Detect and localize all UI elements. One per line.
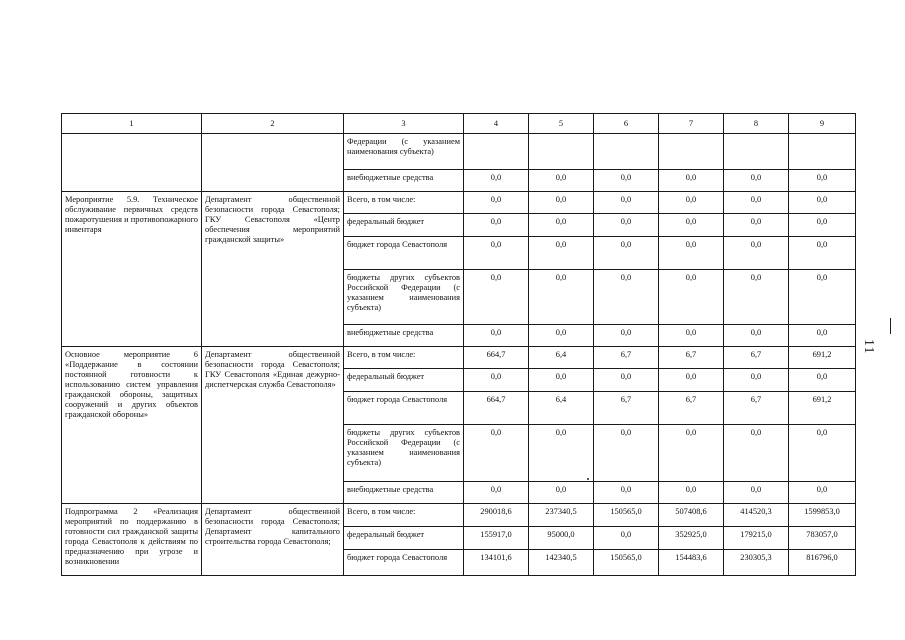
funding-source-cell: бюджеты других субъектов Российской Федерации (с указанием наименования субъекта): [344, 425, 464, 482]
value-cell-col7: 0,0: [659, 425, 724, 482]
executor-cell: Департамент общественной безопасности города Севастополя; ГКУ Севастополя «Единая дежурно-диспетчерская служба Севастополя»: [202, 347, 344, 504]
value-cell-col8: 0,0: [724, 192, 789, 214]
col-number-9: 9: [789, 114, 856, 134]
value-cell-col7: 6,7: [659, 392, 724, 425]
value-cell-col6: 0,0: [594, 270, 659, 325]
table-body: [62, 114, 856, 576]
funding-source-cell: Всего, в том числе:: [344, 504, 464, 527]
value-cell-col4: 0,0: [464, 482, 529, 504]
col-number-3: 3: [344, 114, 464, 134]
value-cell-col6: 150565,0: [594, 550, 659, 576]
value-cell-col6: [594, 134, 659, 170]
value-cell-col4: 0,0: [464, 425, 529, 482]
funding-source-cell: бюджет города Севастополя: [344, 237, 464, 270]
value-cell-col8: 0,0: [724, 270, 789, 325]
table-row: [62, 134, 856, 170]
value-cell-col7: 507408,6: [659, 504, 724, 527]
value-cell-col9: 0,0: [789, 170, 856, 192]
value-cell-col4: 290018,6: [464, 504, 529, 527]
value-cell-col6: 0,0: [594, 369, 659, 392]
value-cell-col4: 664,7: [464, 347, 529, 369]
value-cell-col5: 0,0: [529, 325, 594, 347]
value-cell-col9: 816796,0: [789, 550, 856, 576]
value-cell-col7: 0,0: [659, 325, 724, 347]
value-cell-col7: 0,0: [659, 482, 724, 504]
value-cell-col6: 150565,0: [594, 504, 659, 527]
funding-source-cell: внебюджетные средства: [344, 325, 464, 347]
col-number-7: 7: [659, 114, 724, 134]
funding-source-cell: бюджет города Севастополя: [344, 550, 464, 576]
value-cell-col6: 0,0: [594, 325, 659, 347]
value-cell-col9: 691,2: [789, 392, 856, 425]
value-cell-col4: 664,7: [464, 392, 529, 425]
value-cell-col7: 0,0: [659, 214, 724, 237]
col-number-5: 5: [529, 114, 594, 134]
budget-table: [61, 113, 856, 576]
value-cell-col7: 0,0: [659, 170, 724, 192]
value-cell-col8: [724, 134, 789, 170]
value-cell-col4: 0,0: [464, 369, 529, 392]
value-cell-col4: 0,0: [464, 237, 529, 270]
value-cell-col6: 0,0: [594, 214, 659, 237]
value-cell-col7: 154483,6: [659, 550, 724, 576]
funding-source-cell: Всего, в том числе:: [344, 192, 464, 214]
value-cell-col5: [529, 134, 594, 170]
value-cell-col8: 0,0: [724, 482, 789, 504]
column-number-row: [62, 114, 856, 134]
col-number-4: 4: [464, 114, 529, 134]
value-cell-col5: 0,0: [529, 369, 594, 392]
value-cell-col7: 0,0: [659, 369, 724, 392]
value-cell-col6: 0,0: [594, 527, 659, 550]
scan-speck: [587, 478, 589, 480]
page-number: 11: [861, 339, 876, 355]
measure-name-cell: Основное мероприятие 6 «Поддержание в состоянии постоянной готовности к использованию систем управления гражданской обороны, защитных сооружений и других объектов гражданской обороны»: [62, 347, 202, 504]
value-cell-col5: 0,0: [529, 214, 594, 237]
value-cell-col6: 0,0: [594, 192, 659, 214]
value-cell-col9: 1599853,0: [789, 504, 856, 527]
value-cell-col9: [789, 134, 856, 170]
executor-cell: Департамент общественной безопасности города Севастополя; ГКУ Севастополя «Центр обеспечения мероприятий гражданской защиты»: [202, 192, 344, 347]
value-cell-col6: 6,7: [594, 392, 659, 425]
table-row: [62, 347, 856, 369]
table-row: [62, 192, 856, 214]
value-cell-col5: 0,0: [529, 237, 594, 270]
funding-source-cell: федеральный бюджет: [344, 369, 464, 392]
funding-source-cell: внебюджетные средства: [344, 170, 464, 192]
value-cell-col9: 0,0: [789, 425, 856, 482]
value-cell-col5: 6,4: [529, 347, 594, 369]
funding-source-cell: бюджеты других субъектов Российской Федерации (с указанием наименования субъекта): [344, 270, 464, 325]
col-number-8: 8: [724, 114, 789, 134]
value-cell-col6: 0,0: [594, 482, 659, 504]
value-cell-col4: [464, 134, 529, 170]
value-cell-col4: 0,0: [464, 270, 529, 325]
value-cell-col9: 783057,0: [789, 527, 856, 550]
table-row: [62, 504, 856, 527]
value-cell-col9: 0,0: [789, 325, 856, 347]
funding-source-cell: федеральный бюджет: [344, 527, 464, 550]
funding-source-cell: внебюджетные средства: [344, 482, 464, 504]
executor-cell: Департамент общественной безопасности города Севастополя; Департамент капитального строительства города Севастополя;: [202, 504, 344, 576]
value-cell-col8: 6,7: [724, 392, 789, 425]
value-cell-col8: 0,0: [724, 369, 789, 392]
value-cell-col9: 0,0: [789, 214, 856, 237]
value-cell-col6: 0,0: [594, 170, 659, 192]
value-cell-col4: 0,0: [464, 192, 529, 214]
value-cell-col7: [659, 134, 724, 170]
value-cell-col6: 0,0: [594, 237, 659, 270]
name-cell-continued: [62, 134, 202, 192]
funding-source-cell: бюджет города Севастополя: [344, 392, 464, 425]
measure-name-cell: Подпрограмма 2 «Реализация мероприятий по поддержанию в готовности сил гражданской защиты города Севастополя к действиям по предназначению при угрозе и возникновении: [62, 504, 202, 576]
funding-source-cell: федеральный бюджет: [344, 214, 464, 237]
value-cell-col9: 0,0: [789, 369, 856, 392]
value-cell-col9: 0,0: [789, 192, 856, 214]
value-cell-col5: 237340,5: [529, 504, 594, 527]
value-cell-col5: 142340,5: [529, 550, 594, 576]
value-cell-col8: 0,0: [724, 214, 789, 237]
executor-cell-continued: [202, 134, 344, 192]
value-cell-col8: 0,0: [724, 170, 789, 192]
value-cell-col7: 352925,0: [659, 527, 724, 550]
value-cell-col6: 6,7: [594, 347, 659, 369]
value-cell-col8: 0,0: [724, 325, 789, 347]
value-cell-col8: 230305,3: [724, 550, 789, 576]
value-cell-col9: 0,0: [789, 270, 856, 325]
value-cell-col7: 0,0: [659, 237, 724, 270]
value-cell-col5: 0,0: [529, 270, 594, 325]
value-cell-col4: 134101,6: [464, 550, 529, 576]
value-cell-col6: 0,0: [594, 425, 659, 482]
value-cell-col8: 6,7: [724, 347, 789, 369]
value-cell-col5: 0,0: [529, 192, 594, 214]
scan-edge-mark: [890, 318, 891, 334]
funding-source-cell: Всего, в том числе:: [344, 347, 464, 369]
value-cell-col5: 0,0: [529, 425, 594, 482]
value-cell-col9: 0,0: [789, 237, 856, 270]
value-cell-col4: 155917,0: [464, 527, 529, 550]
value-cell-col7: 0,0: [659, 270, 724, 325]
value-cell-col4: 0,0: [464, 325, 529, 347]
funding-source-cell: Федерации (с указанием наименования субъекта): [344, 134, 464, 170]
value-cell-col4: 0,0: [464, 170, 529, 192]
col-number-6: 6: [594, 114, 659, 134]
value-cell-col5: 0,0: [529, 482, 594, 504]
value-cell-col8: 0,0: [724, 237, 789, 270]
value-cell-col4: 0,0: [464, 214, 529, 237]
value-cell-col8: 179215,0: [724, 527, 789, 550]
measure-name-cell: Мероприятие 5.9. Техническое обслуживание первичных средств пожаротушения и противопожарного инвентаря: [62, 192, 202, 347]
value-cell-col9: 691,2: [789, 347, 856, 369]
value-cell-col5: 0,0: [529, 170, 594, 192]
value-cell-col8: 0,0: [724, 425, 789, 482]
value-cell-col7: 6,7: [659, 347, 724, 369]
value-cell-col9: 0,0: [789, 482, 856, 504]
col-number-2: 2: [202, 114, 344, 134]
value-cell-col5: 95000,0: [529, 527, 594, 550]
value-cell-col5: 6,4: [529, 392, 594, 425]
value-cell-col8: 414520,3: [724, 504, 789, 527]
col-number-1: 1: [62, 114, 202, 134]
value-cell-col7: 0,0: [659, 192, 724, 214]
